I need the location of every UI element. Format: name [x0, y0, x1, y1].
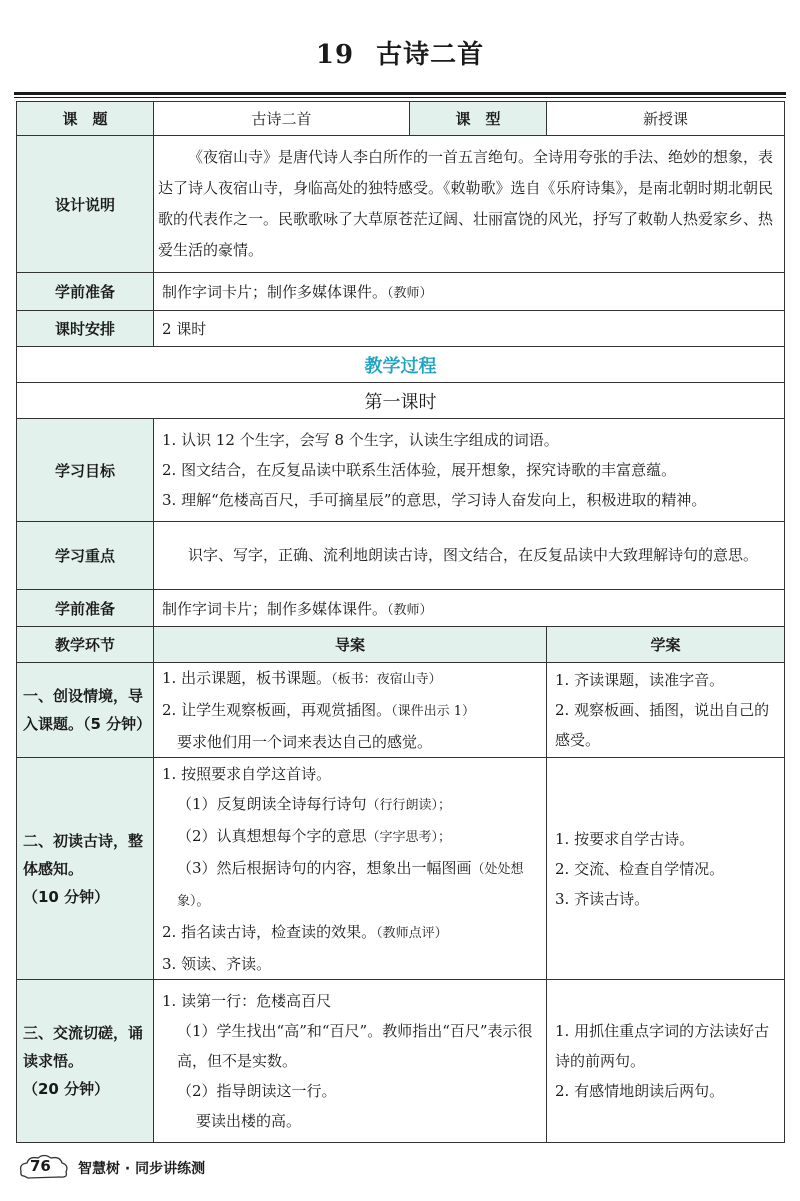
goals-list — [154, 419, 785, 522]
page-number: 76 — [30, 1157, 51, 1175]
schedule-row — [17, 311, 785, 347]
schedule-label: 课时安排 — [17, 311, 154, 347]
process-title: 教学过程 — [17, 347, 785, 383]
process-title-row — [17, 347, 785, 383]
stage-time: （20 分钟） — [23, 1080, 110, 1098]
design-label: 设计说明 — [17, 136, 154, 273]
goal-item: 1. 认识 12 个生字，会写 8 个生字，认读生字组成的词语。 — [162, 431, 559, 449]
header-row — [17, 102, 785, 136]
stage-title: 二、初读古诗，整体感知。 — [23, 831, 144, 878]
stage-time: （10 分钟） — [23, 887, 110, 906]
goal-item: 2. 图文结合，在反复品读中联系生活体验，展开想象，探究诗歌的丰富意蕴。 — [162, 461, 677, 479]
guide-line: 1. 按照要求自学这首诗。 — [162, 764, 332, 783]
goal-item: 3. 理解“危楼高百尺，手可摘星辰”的意思，学习诗人奋发向上，积极进取的精神。 — [162, 491, 707, 509]
focus-text: 识字、写字，正确、流利地朗读古诗，图文结合，在反复品读中大致理解诗句的意思。 — [154, 522, 785, 590]
stage-title-cell — [17, 980, 154, 1143]
prep-note: （教师） — [387, 286, 433, 301]
study-cell — [547, 980, 785, 1143]
study-col-header: 学案 — [547, 627, 785, 663]
page-title — [0, 34, 800, 71]
stage-row — [17, 758, 785, 980]
schedule-value: 2 课时 — [154, 311, 785, 347]
study-line: 1. 用抓住重点字词的方法读好古诗的前两句。 — [555, 1022, 770, 1070]
prep-cell — [154, 273, 785, 311]
study-cell — [547, 758, 785, 980]
study-line: 2. 交流、检查自学情况。 — [555, 859, 725, 878]
study-line: 1. 按要求自学古诗。 — [555, 829, 695, 848]
prep-label: 学前准备 — [17, 273, 154, 311]
stage-row — [17, 980, 785, 1143]
period-row — [17, 383, 785, 419]
design-text: 《夜宿山寺》是唐代诗人李白所作的一首五言绝句。全诗用夸张的手法、绝妙的想象，表达了诗人夜宿山寺，身临高处的独特感受。《敕勒歌》选自《乐府诗集》，是南北朝时期北朝民歌的代表作之一。民歌歌咏了大草原苍茫辽阔、壮丽富饶的风光，抒写了敕勒人热爱家乡、热爱生活的豪情。 — [154, 136, 785, 273]
prep2-row — [17, 590, 785, 627]
topic-label: 课 题 — [17, 102, 154, 136]
guide-line: 要读出楼的高。 — [196, 1112, 302, 1130]
lesson-plan-table — [16, 101, 785, 1143]
guide-line: 2. 指名读古诗，检查读的效果。（教师点评） — [162, 922, 448, 941]
prep2-cell — [154, 590, 785, 627]
title-rule-thick — [14, 92, 786, 95]
guide-line: 要求他们用一个词来表达自己的感觉。 — [177, 733, 433, 751]
study-cell — [547, 663, 785, 758]
type-value: 新授课 — [547, 102, 785, 136]
guide-line: （2）认真想想每个字的意思（字字思考）； — [177, 826, 452, 845]
series-name: 智慧树 · 同步讲练测 — [78, 1161, 206, 1177]
guide-cell — [154, 663, 547, 758]
prep2-text: 制作字词卡片；制作多媒体课件。 — [162, 599, 388, 618]
stage-title-cell — [17, 758, 154, 980]
guide-line: 1. 读第一行：危楼高百尺 — [162, 992, 332, 1010]
study-line: 3. 齐读古诗。 — [555, 889, 650, 908]
lesson-number: 19 — [315, 40, 355, 70]
goals-row — [17, 419, 785, 522]
guide-line: （3）然后根据诗句的内容，想象出一幅图画（处处想象）。 — [177, 858, 524, 909]
type-label: 课 型 — [410, 102, 547, 136]
design-row — [17, 136, 785, 273]
guide-cell — [154, 980, 547, 1143]
prep2-note: （教师） — [387, 602, 433, 618]
guide-cell — [154, 758, 547, 980]
guide-line: （1）学生找出“高”和“百尺”。教师指出“百尺”表示很高，但不是实数。 — [177, 1022, 533, 1070]
stage-title: 三、交流切磋，诵读求悟。 — [23, 1024, 144, 1070]
study-line: 2. 有感情地朗读后两句。 — [555, 1082, 725, 1100]
period-title: 第一课时 — [17, 383, 785, 419]
study-line: 2. 观察板画、插图，说出自己的感受。 — [555, 701, 770, 749]
focus-row — [17, 522, 785, 590]
guide-col-header: 导案 — [154, 627, 547, 663]
guide-line: 1. 出示课题，板书课题。（板书：夜宿山寺） — [162, 669, 442, 687]
stage-col-header: 教学环节 — [17, 627, 154, 663]
stage-row — [17, 663, 785, 758]
focus-label: 学习重点 — [17, 522, 154, 590]
guide-line: 2. 让学生观察板画，再观赏插图。（课件出示 1） — [162, 701, 475, 719]
study-line: 1. 齐读课题，读准字音。 — [555, 671, 725, 689]
lesson-title: 古诗二首 — [376, 40, 485, 70]
topic-value: 古诗二首 — [154, 102, 410, 136]
column-header-row — [17, 627, 785, 663]
title-rule-thin — [14, 97, 786, 98]
guide-line: 3. 领读、齐读。 — [162, 954, 272, 973]
page-footer — [10, 1150, 310, 1186]
prep2-label: 学前准备 — [17, 590, 154, 627]
prep-text: 制作字词卡片；制作多媒体课件。 — [162, 283, 388, 301]
stage-title: 一、创设情境，导入课题。（5 分钟） — [17, 663, 154, 758]
guide-line: （2）指导朗读这一行。 — [177, 1082, 337, 1100]
guide-line: （1）反复朗读全诗每行诗句（行行朗读）； — [177, 794, 452, 813]
goals-label: 学习目标 — [17, 419, 154, 522]
prep-row — [17, 273, 785, 311]
